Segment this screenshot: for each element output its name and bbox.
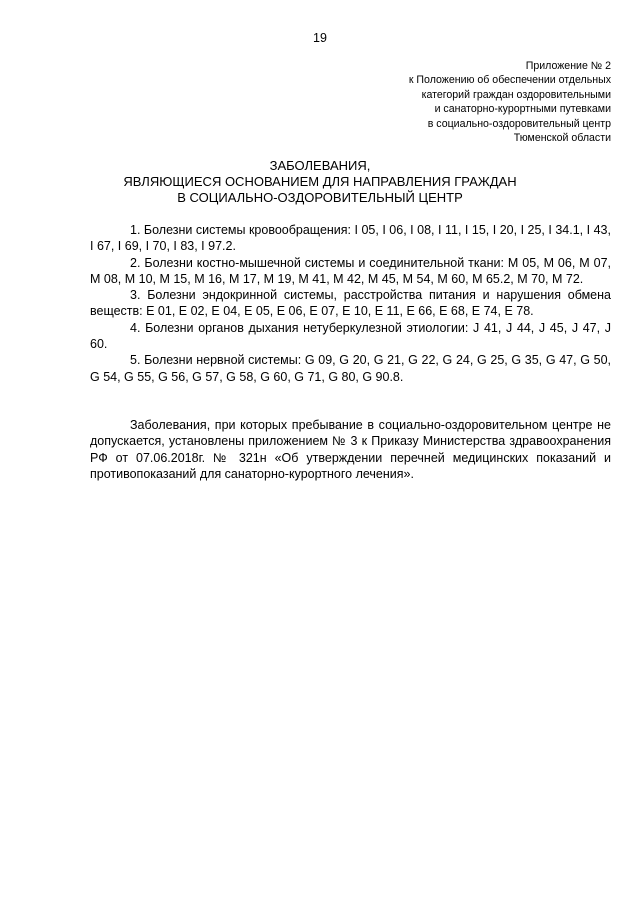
- appendix-line: и санаторно-курортными путевками: [434, 103, 611, 116]
- appendix-line: в социально-оздоровительный центр: [427, 117, 611, 130]
- title-line: ЗАБОЛЕВАНИЯ,: [269, 158, 371, 173]
- disease-item-circulatory: 1. Болезни системы кровообращения: I 05, I 06, I 08, I 11, I 15, I 20, I 25, I 34.1, I 43, I 67, I 69, I 70, I 83, I 97.2.: [90, 223, 611, 254]
- document-title: [0, 158, 640, 206]
- title-line: ЯВЛЯЮЩИЕСЯ ОСНОВАНИЕМ ДЛЯ НАПРАВЛЕНИЯ ГРАЖДАН: [123, 174, 517, 189]
- title-line: В СОЦИАЛЬНО-ОЗДОРОВИТЕЛЬНЫЙ ЦЕНТР: [177, 190, 463, 205]
- disease-item-respiratory: 4. Болезни органов дыхания нетуберкулезной этиологии: J 41, J 44, J 45, J 47, J 60.: [90, 320, 611, 352]
- appendix-line: Приложение № 2: [525, 60, 611, 72]
- page-number: 19: [313, 31, 327, 45]
- appendix-line: к Положению об обеспечении отдельных: [408, 74, 611, 87]
- disease-item-nervous: 5. Болезни нервной системы: G 09, G 20, G 21, G 22, G 24, G 25, G 35, G 47, G 50, G 54, G 55, G 56, G 57, G 58, G 60, G 71, G 80, G 90.8.: [90, 353, 611, 384]
- document-body: [90, 222, 611, 482]
- appendix-line: категорий граждан оздоровительными: [421, 88, 611, 101]
- disease-item-musculoskeletal: 2. Болезни костно-мышечной системы и соединительной ткани: М 05, М 06, М 07, М 08, М 10, М 15, М 16, М 17, М 19, М 41, М 42, М 45, М 54, М 60, М 65.2, М 70, М 72.: [90, 255, 611, 286]
- appendix-header: [311, 59, 611, 145]
- disease-item-endocrine: 3. Болезни эндокринной системы, расстройства питания и нарушения обмена веществ: Е 01, Е 02, Е 04, Е 05, Е 06, Е 07, Е 10, Е 11, Е 66, Е 68, Е 74, Е 78.: [90, 288, 611, 319]
- appendix-line: Тюменской области: [513, 132, 611, 145]
- contraindications-note: Заболевания, при которых пребывание в социально-оздоровительном центре не допускается, установлены приложением № 3 к Приказу Министерства здравоохранения РФ от 07.06.2018г. № 321н «Об утверждении перечней медицинских показаний и противопоказаний для санаторно-курортного лечения».: [90, 417, 611, 481]
